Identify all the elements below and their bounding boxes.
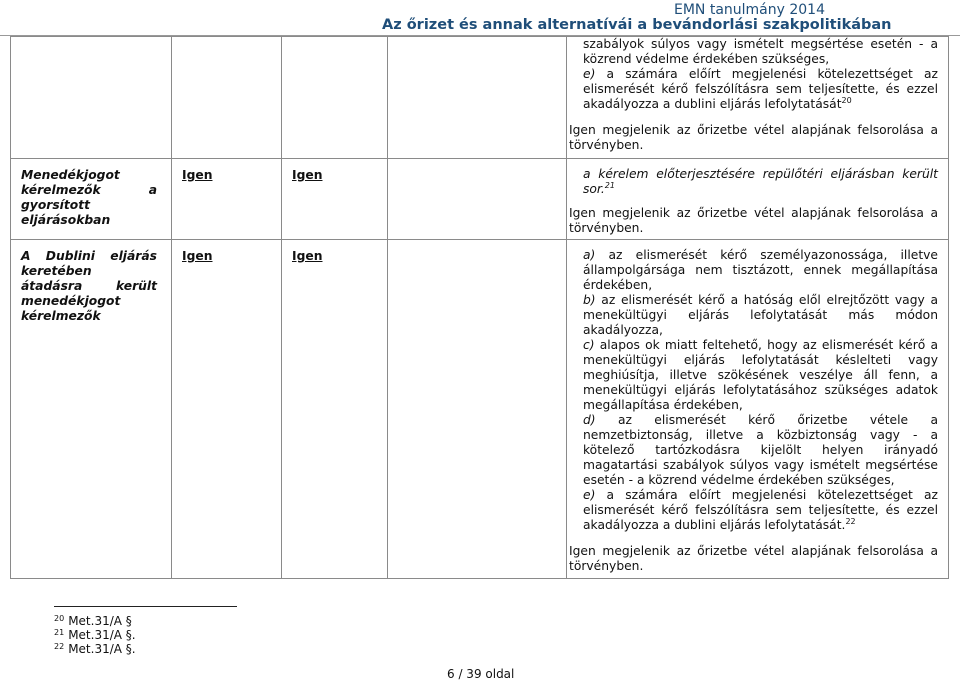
- row-category: A Dublini eljárás keretében átadásra került menedékjogot kérelmezők: [21, 249, 157, 323]
- footnote-ref: 22: [845, 517, 856, 526]
- footnote-separator: [54, 606, 237, 607]
- header-line1: EMN tanulmány 2014: [673, 2, 825, 18]
- row-category: Menedékjogot kérelmezők a gyorsított eljárásokban: [21, 168, 157, 227]
- footnote-ref: 20: [841, 96, 852, 105]
- footnote: $^{20}$ Met.31/A §: [54, 614, 132, 628]
- row-col2: Igen: [182, 249, 213, 263]
- detail-paragraph: szabályok súlyos vagy ismételt megsértése esetén - a közrend védelme érdekében szükséges,: [583, 37, 938, 66]
- footnote: $^{21}$ Met.31/A §.: [54, 628, 136, 642]
- detention-table: [10, 36, 949, 579]
- header-line2: Az őrizet és annak alternatívái a bevándorlási szakpolitikában: [382, 17, 892, 33]
- detail-paragraph: e) a számára előírt megjelenési kötelezettséget az elismerését kérő felszólításra sem teljesítette, és ezzel akadályozza a dublini eljárás lefolytatását$^{20}$: [583, 67, 938, 111]
- detail-paragraph: e) a számára előírt megjelenési kötelezettséget az elismerését kérő felszólításra sem teljesítette, és ezzel akadályozza a dublini eljárás lefolytatását.$^{22}$: [583, 488, 938, 532]
- detail-paragraph: c) alapos ok miatt feltehető, hogy az elismerését kérő a menekültügyi eljárás lefolytatását késlelteti vagy meghiúsítja, illetve szökésének veszélye áll fenn, a menekültügyi eljárás lefolytatásához szükséges adatok megállapítása érdekében,: [583, 338, 938, 412]
- row-note: Igen megjelenik az őrizetbe vétel alapjának felsorolása a törvényben.: [569, 206, 938, 235]
- row-col2: [172, 37, 281, 46]
- table-row: [11, 37, 949, 159]
- footnotes: [54, 614, 136, 656]
- footnote: $^{22}$ Met.31/A §.: [54, 642, 136, 656]
- page-number: 6 / 39 oldal: [447, 667, 515, 681]
- row-col2: Igen: [182, 168, 213, 182]
- detail-paragraph: b) az elismerését kérő a hatóság elől elrejtőzött vagy a menekültügyi eljárás lefolytatását más módon akadályozza,: [583, 293, 938, 337]
- row-col3: Igen: [292, 168, 323, 182]
- footnote-ref: 21: [604, 181, 615, 190]
- row-col3: Igen: [292, 249, 323, 263]
- row-note: Igen megjelenik az őrizetbe vétel alapjának felsorolása a törvényben.: [569, 544, 938, 573]
- row-note: Igen megjelenik az őrizetbe vétel alapjának felsorolása a törvényben.: [569, 123, 938, 152]
- detail-paragraph: a) az elismerését kérő személyazonossága, illetve állampolgársága nem tisztázott, ennek megállapítása érdekében,: [583, 248, 938, 292]
- row-col3: [282, 37, 387, 46]
- detail-paragraph: d) az elismerését kérő őrizetbe vétele a nemzetbiztonság, illetve a közbiztonság vagy - a kötelező tartózkodásra kijelölt helyen irányadó magatartási szabályok súlyos vagy ismételt megsértése esetén - a közrend védelme érdekében szükséges,: [583, 413, 938, 487]
- table-row: [11, 159, 949, 240]
- row-category: [11, 37, 171, 46]
- detail-paragraph: a kérelem előterjesztésére repülőtéri eljárásban került sor.$^{21}$: [583, 167, 938, 196]
- table-row: [11, 240, 949, 579]
